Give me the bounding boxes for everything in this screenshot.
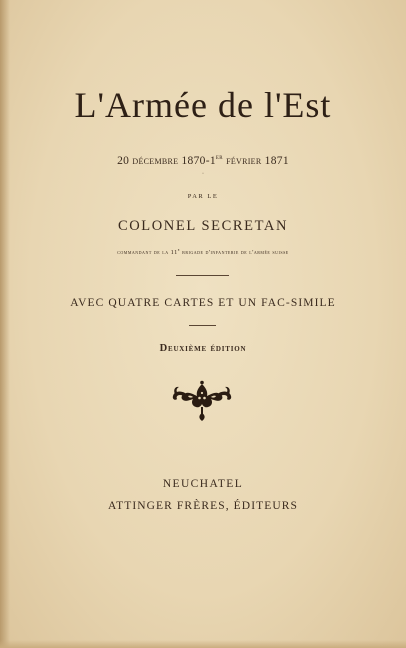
separator-dot: · xyxy=(202,171,204,177)
author-name: COLONEL SECRETAN xyxy=(117,218,289,234)
divider-rule-short xyxy=(189,325,216,326)
fleuron-ornament-icon xyxy=(171,380,233,422)
date-start: 20 décembre 1870-1 xyxy=(117,154,216,167)
date-end: février 1871 xyxy=(222,154,289,167)
imprint-city: NEUCHATEL xyxy=(162,478,244,490)
byline-label: PAR LE xyxy=(187,193,219,200)
divider-rule xyxy=(176,275,229,276)
subtitle-start: commandant de la 11 xyxy=(117,249,178,257)
date-range xyxy=(0,153,406,167)
imprint-publisher: ATTINGER FRÈRES, ÉDITEURS xyxy=(107,500,299,512)
edition-label: Deuxième édition xyxy=(159,343,247,354)
author-subtitle xyxy=(0,247,406,256)
contents-note: AVEC QUATRE CARTES ET UN FAC-SIMILE xyxy=(70,297,336,309)
subtitle-end: brigade d'infanterie de l'armée suisse xyxy=(180,249,289,257)
page-edge-shadow-bottom xyxy=(0,640,406,648)
subtitle-ordinal: e xyxy=(177,247,181,252)
book-title: L'Armée de l'Est xyxy=(74,85,332,125)
date-ordinal: er xyxy=(215,153,223,161)
